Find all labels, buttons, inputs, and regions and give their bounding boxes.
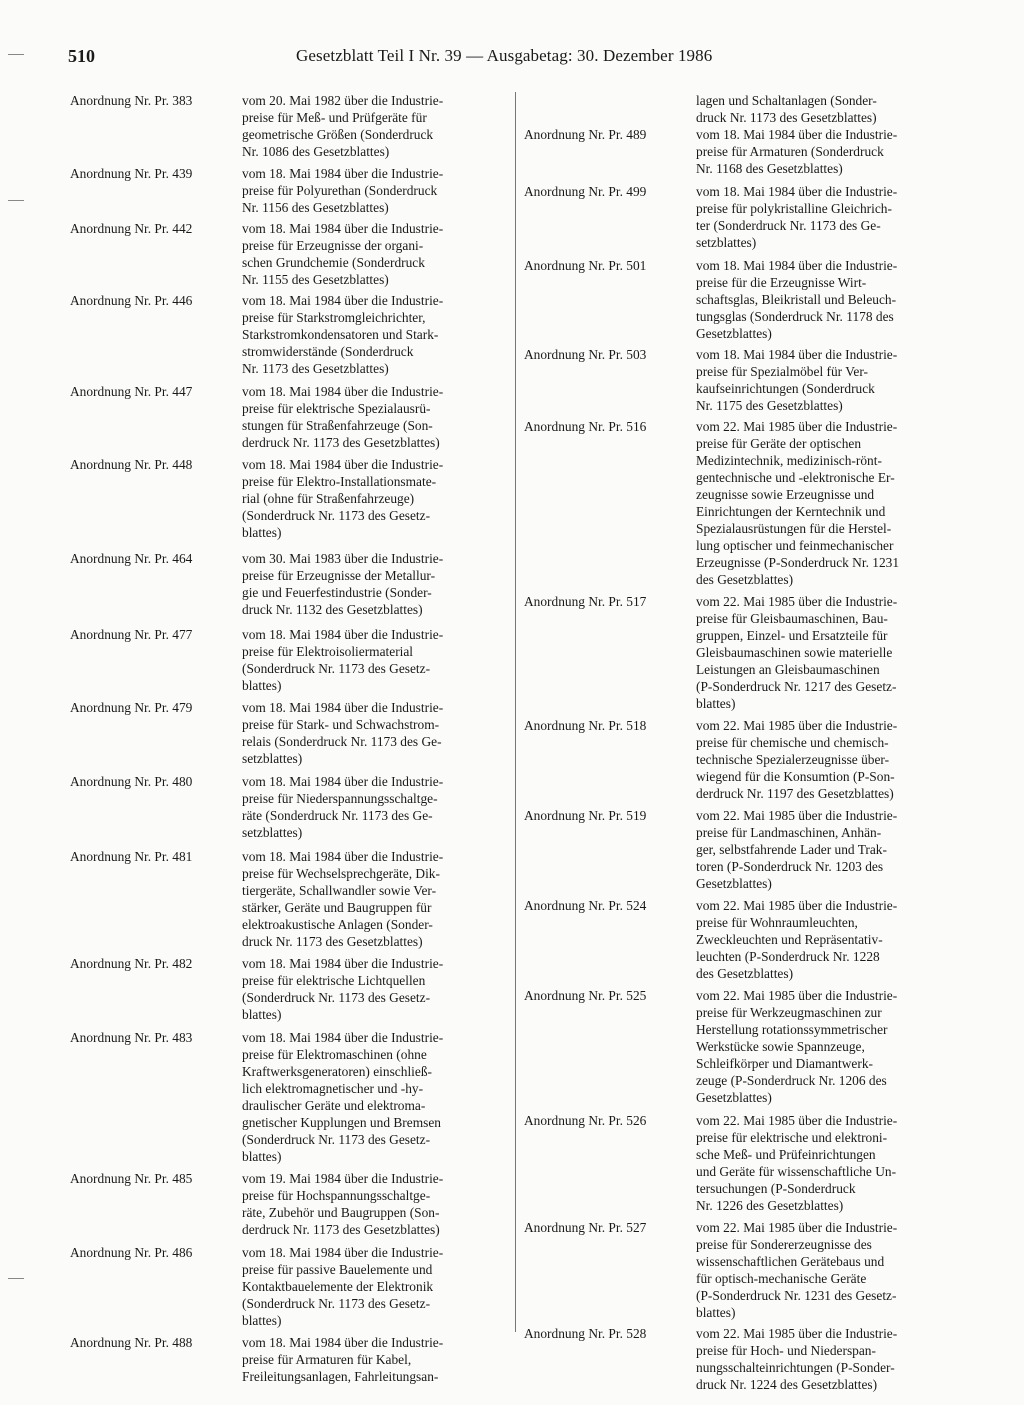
- ordinance-entry: [524, 126, 968, 177]
- ordinance-number: Anordnung Nr. Pr. 448: [70, 457, 193, 472]
- ordinance-number: Anordnung Nr. Pr. 485: [70, 1171, 193, 1186]
- ordinance-number: Anordnung Nr. Pr. 477: [70, 627, 193, 642]
- ordinance-number: Anordnung Nr. Pr. 442: [70, 221, 193, 236]
- ordinance-number: Anordnung Nr. Pr. 480: [70, 774, 193, 789]
- ordinance-description: vom 22. Mai 1985 über die Industrie- preise für Sondererzeugnisse des wissenschaftlichen Gerätebaus und für optisch-mechanische Geräte (P-Sonderdruck Nr. 1231 des Gesetz- blattes): [696, 1220, 898, 1320]
- ordinance-description: vom 20. Mai 1982 über die Industrie- preise für Meß- und Prüfgeräte für geometrische Größen (Sonderdruck Nr. 1086 des Gesetzblattes): [242, 93, 444, 159]
- ordinance-description: vom 18. Mai 1984 über die Industrie- preise für Starkstromgleichrichter, Starkstromkondensatoren und Stark- stromwiderstände (Sonderdruck Nr. 1173 des Gesetzblattes): [242, 293, 444, 376]
- ordinance-number: Anordnung Nr. Pr. 479: [70, 700, 193, 715]
- ordinance-entry: [70, 1029, 506, 1165]
- ordinance-number: Anordnung Nr. Pr. 527: [524, 1220, 647, 1235]
- ordinance-number: Anordnung Nr. Pr. 486: [70, 1245, 193, 1260]
- ordinance-description: vom 22. Mai 1985 über die Industrie- preise für elektrische und elektroni- sche Meß- und Prüfeinrichtungen und Geräte für wissenschaftliche Un- tersuchungen (P-Sonderdruck Nr. 1226 des Gesetzblattes): [696, 1113, 898, 1213]
- ordinance-description: vom 22. Mai 1985 über die Industrie- preise für Wohnraumleuchten, Zweckleuchten und Repräsentativ- leuchten (P-Sonderdruck Nr. 1228 des Gesetzblattes): [696, 898, 898, 981]
- ordinance-number: Anordnung Nr. Pr. 517: [524, 594, 647, 609]
- right-column: [524, 92, 968, 1393]
- ordinance-entry: [524, 807, 968, 892]
- ordinance-number: Anordnung Nr. Pr. 524: [524, 898, 647, 913]
- ordinance-description: vom 18. Mai 1984 über die Industrie- preise für elektrische Spezialausrü- stungen für Straßenfahrzeuge (Son- derdruck Nr. 1173 des Gesetzblattes): [242, 384, 444, 450]
- ordinance-description: vom 18. Mai 1984 über die Industrie- preise für polykristalline Gleichrich- ter (Sonderdruck Nr. 1173 des Ge- setzblattes): [696, 184, 898, 250]
- page-number: 510: [68, 46, 95, 66]
- ordinance-entry: [70, 550, 506, 618]
- ordinance-entry: [524, 593, 968, 712]
- ordinance-description: vom 18. Mai 1984 über die Industrie- preise für Spezialmöbel für Ver- kaufseinrichtungen (Sonderdruck Nr. 1175 des Gesetzblattes): [696, 347, 898, 413]
- ordinance-entry: [524, 897, 968, 982]
- ordinance-entry: [524, 346, 968, 414]
- ordinance-entry: [70, 699, 506, 767]
- ordinance-number: Anordnung Nr. Pr. 489: [524, 127, 647, 142]
- ordinance-number: Anordnung Nr. Pr. 519: [524, 808, 647, 823]
- ordinance-description: vom 22. Mai 1985 über die Industrie- preise für Gleisbaumaschinen, Bau- gruppen, Einzel- und Ersatzteile für Gleisbaumaschinen sowie materielle Leistungen an Gleisbaumaschinen (P-Sonderdruck Nr. 1217 des Gesetz- blattes): [696, 594, 898, 711]
- column-divider: [515, 92, 516, 1332]
- ordinance-entry: [70, 955, 506, 1023]
- ordinance-entry: [524, 257, 968, 342]
- left-column: [70, 92, 506, 1385]
- ordinance-entry: [524, 1219, 968, 1321]
- ordinance-entry: [70, 165, 506, 216]
- ordinance-description: vom 30. Mai 1983 über die Industrie- preise für Erzeugnisse der Metallur- gie und Feuerfestindustrie (Sonder- druck Nr. 1132 des Gesetzblattes): [242, 551, 444, 617]
- ordinance-number: Anordnung Nr. Pr. 483: [70, 1030, 193, 1045]
- ordinance-number: Anordnung Nr. Pr. 447: [70, 384, 193, 399]
- ordinance-description: vom 18. Mai 1984 über die Industrie- preise für Armaturen für Kabel, Freileitungsanlagen, Fahrleitungsan-: [242, 1335, 444, 1384]
- ordinance-entry: [524, 717, 968, 802]
- ordinance-description: vom 18. Mai 1984 über die Industrie- preise für Erzeugnisse der organi- schen Grundchemie (Sonderdruck Nr. 1155 des Gesetzblattes): [242, 221, 444, 287]
- ordinance-description: vom 18. Mai 1984 über die Industrie- preise für Elektroisoliermaterial (Sonderdruck Nr. 1173 des Gesetz- blattes): [242, 627, 444, 693]
- ordinance-entry: [524, 1112, 968, 1214]
- ordinance-description: vom 18. Mai 1984 über die Industrie- preise für Armaturen (Sonderdruck Nr. 1168 des Gesetzblattes): [696, 127, 898, 176]
- page-header: [68, 46, 968, 72]
- ordinance-description: vom 22. Mai 1985 über die Industrie- preise für Hoch- und Niederspan- nungsschalteinrichtungen (P-Sonder- druck Nr. 1224 des Gesetzblattes): [696, 1326, 898, 1392]
- ordinance-number: Anordnung Nr. Pr. 383: [70, 93, 193, 108]
- ordinance-number: Anordnung Nr. Pr. 499: [524, 184, 647, 199]
- ordinance-entry: [70, 626, 506, 694]
- ordinance-entry: [524, 1325, 968, 1393]
- ordinance-description: vom 22. Mai 1985 über die Industrie- preise für Werkzeugmaschinen zur Herstellung rotationssymmetrischer Werkstücke sowie Spannzeuge, Schleifkörper und Diamantwerk- zeuge (P-Sonderdruck Nr. 1206 des Gesetzblattes): [696, 988, 898, 1105]
- ordinance-entry: [524, 987, 968, 1106]
- ordinance-number: Anordnung Nr. Pr. 482: [70, 956, 193, 971]
- ordinance-entry: [70, 773, 506, 841]
- ordinance-description: vom 18. Mai 1984 über die Industrie- preise für Stark- und Schwachstrom- relais (Sonderdruck Nr. 1173 des Ge- setzblattes): [242, 700, 444, 766]
- ordinance-entry: [70, 92, 506, 160]
- ordinance-entry: [70, 220, 506, 288]
- ordinance-number: Anordnung Nr. Pr. 526: [524, 1113, 647, 1128]
- ordinance-entry: [70, 383, 506, 451]
- ordinance-description: vom 18. Mai 1984 über die Industrie- preise für Wechselsprechgeräte, Dik- tiergeräte, Schallwandler sowie Ver- stärker, Geräte und Baugruppen für elektroakustische Anlagen (Sonder- druck Nr. 1173 des Gesetzblattes): [242, 849, 444, 949]
- page-title: Gesetzblatt Teil I Nr. 39 — Ausgabetag: 30. Dezember 1986: [296, 46, 713, 65]
- ordinance-number: Anordnung Nr. Pr. 525: [524, 988, 647, 1003]
- margin-mark: [8, 54, 24, 55]
- ordinance-description: vom 18. Mai 1984 über die Industrie- preise für passive Bauelemente und Kontaktbauelemente der Elektronik (Sonderdruck Nr. 1173 des Gesetz- blattes): [242, 1245, 444, 1328]
- ordinance-description: vom 18. Mai 1984 über die Industrie- preise für Elektro-Installationsmate- rial (ohne für Straßenfahrzeuge) (Sonderdruck Nr. 1173 des Gesetz- blattes): [242, 457, 444, 540]
- ordinance-description: vom 18. Mai 1984 über die Industrie- preise für Niederspannungsschaltge- räte (Sonderdruck Nr. 1173 des Ge- setzblattes): [242, 774, 444, 840]
- ordinance-entry: [70, 1334, 506, 1385]
- ordinance-entry: [524, 418, 968, 588]
- ordinance-description: vom 18. Mai 1984 über die Industrie- preise für Polyurethan (Sonderdruck Nr. 1156 des Gesetzblattes): [242, 166, 444, 215]
- ordinance-entry: [70, 456, 506, 541]
- ordinance-number: Anordnung Nr. Pr. 528: [524, 1326, 647, 1341]
- ordinance-description: vom 18. Mai 1984 über die Industrie- preise für Elektromaschinen (ohne Kraftwerksgeneratoren) einschließ- lich elektromagnetischer und -hy- draulischer Geräte und elektroma- gnetischer Kupplungen und Bremsen (Sonderdruck Nr. 1173 des Gesetz- blattes): [242, 1030, 444, 1164]
- ordinance-number: Anordnung Nr. Pr. 481: [70, 849, 193, 864]
- margin-mark: [8, 1278, 24, 1279]
- ordinance-description: vom 22. Mai 1985 über die Industrie- preise für Landmaschinen, Anhän- ger, selbstfahrende Lader und Trak- toren (P-Sonderdruck Nr. 1203 des Gesetzblattes): [696, 808, 898, 891]
- ordinance-entry: [70, 848, 506, 950]
- ordinance-number: Anordnung Nr. Pr. 464: [70, 551, 193, 566]
- ordinance-entry: [70, 1170, 506, 1238]
- ordinance-number: Anordnung Nr. Pr. 488: [70, 1335, 193, 1350]
- ordinance-number: Anordnung Nr. Pr. 516: [524, 419, 647, 434]
- ordinance-description: vom 18. Mai 1984 über die Industrie- preise für elektrische Lichtquellen (Sonderdruck Nr. 1173 des Gesetz- blattes): [242, 956, 444, 1022]
- ordinance-description: vom 19. Mai 1984 über die Industrie- preise für Hochspannungsschaltge- räte, Zubehör und Baugruppen (Son- derdruck Nr. 1173 des Gesetzblattes): [242, 1171, 444, 1237]
- margin-mark: [8, 200, 24, 201]
- ordinance-entry: [70, 292, 506, 377]
- ordinance-description: vom 22. Mai 1985 über die Industrie- preise für Geräte der optischen Medizintechnik, medizinisch-rönt- gentechnische und -elektronische Er- zeugnisse sowie Erzeugnisse und Einrichtungen der Kerntechnik und Spezialausrüstungen für die Herstel- lung optischer und feinmechanischer Erzeugnisse (P-Sonderdruck Nr. 1231 des Gesetzblattes): [696, 419, 900, 587]
- ordinance-description: vom 22. Mai 1985 über die Industrie- preise für chemische und chemisch- technische Spezialerzeugnisse über- wiegend für die Konsumtion (P-Son- derdruck Nr. 1197 des Gesetzblattes): [696, 718, 898, 801]
- ordinance-number: Anordnung Nr. Pr. 501: [524, 258, 647, 273]
- ordinance-number: Anordnung Nr. Pr. 518: [524, 718, 647, 733]
- ordinance-entry: [524, 183, 968, 251]
- ordinance-description: vom 18. Mai 1984 über die Industrie- preise für die Erzeugnisse Wirt- schaftsglas, Bleikristall und Beleuch- tungsglas (Sonderdruck Nr. 1178 des Gesetzblattes): [696, 258, 898, 341]
- ordinance-number: Anordnung Nr. Pr. 503: [524, 347, 647, 362]
- ordinance-entry: [70, 1244, 506, 1329]
- ordinance-number: Anordnung Nr. Pr. 439: [70, 166, 193, 181]
- ordinance-number: Anordnung Nr. Pr. 446: [70, 293, 193, 308]
- continuation-text: lagen und Schaltanlagen (Sonder- druck Nr. 1173 des Gesetzblattes): [696, 93, 877, 125]
